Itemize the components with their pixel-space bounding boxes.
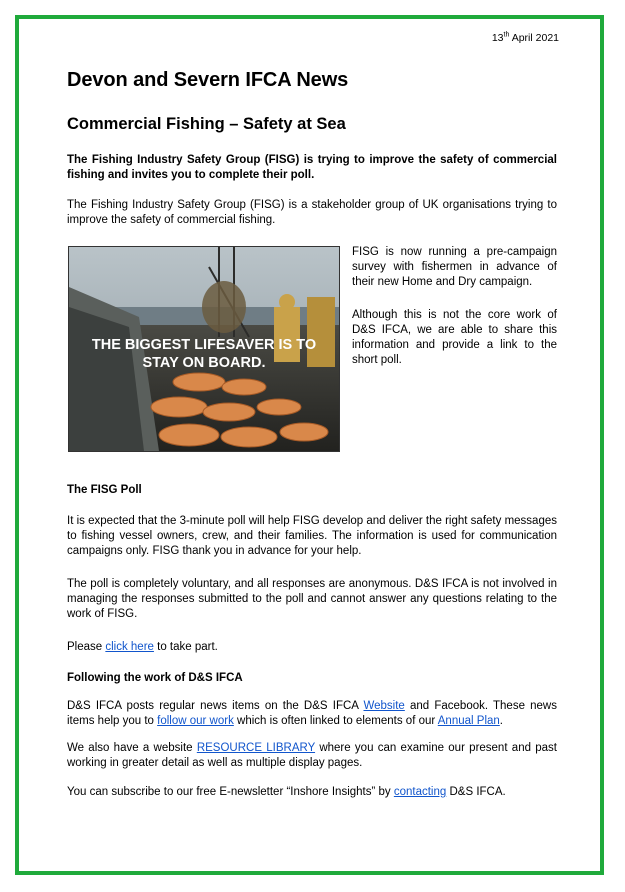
page-title: Devon and Severn IFCA News: [67, 69, 349, 91]
photo-caption-line1: THE BIGGEST LIFESAVER IS TO: [91, 337, 317, 353]
side-paragraph-2: Although this is not the core work of D&S IFCA, we are able to share this information and provide a link to the short poll.: [352, 309, 557, 366]
poll-heading: The FISG Poll: [67, 484, 142, 496]
click-here-link[interactable]: click here: [105, 641, 154, 653]
photo-caption-line2: STAY ON BOARD.: [142, 355, 266, 371]
following-paragraph-2: We also have a website RESOURCE LIBRARY where you can examine our present and past working in greater detail as well as multiple display pages.: [67, 742, 557, 769]
poll-paragraph-1: It is expected that the 3-minute poll will help FISG develop and deliver the right safety messages to fishing vessel owners, crew, and their families. The information is used for communication campaigns only. FISG thank you in advance for your help.: [67, 515, 557, 557]
campaign-photo: [68, 246, 340, 452]
website-link[interactable]: Website: [363, 700, 405, 712]
side-paragraph-1: FISG is now running a pre-campaign survey with fishermen in advance of their new Home and Dry campaign.: [352, 246, 557, 288]
annual-plan-link[interactable]: Annual Plan: [437, 715, 500, 727]
following-paragraph-3: You can subscribe to our free E-newsletter “Inshore Insights” by contacting D&S IFCA.: [67, 786, 506, 798]
following-heading: Following the work of D&S IFCA: [67, 672, 243, 684]
poll-paragraph-2: The poll is completely voluntary, and all responses are anonymous. D&S IFCA is not involved in managing the responses submitted to the poll and cannot answer any questions relating to the work of FISG.: [67, 578, 557, 620]
intro-paragraph: The Fishing Industry Safety Group (FISG) is a stakeholder group of UK organisations trying to improve the safety of commercial fishing.: [67, 199, 557, 226]
follow-our-work-link[interactable]: follow our work: [157, 715, 234, 727]
article-title: Commercial Fishing – Safety at Sea: [67, 115, 346, 133]
contacting-link[interactable]: contacting: [393, 786, 447, 798]
following-paragraph-1: D&S IFCA posts regular news items on the D&S IFCA Website and Facebook. These news items help you to follow our work which is often linked to elements of our Annual Plan.: [67, 700, 557, 727]
resource-library-link[interactable]: RESOURCE LIBRARY: [196, 742, 316, 754]
lead-paragraph: The Fishing Industry Safety Group (FISG) is trying to improve the safety of commercial fishing and invites you to complete their poll.: [67, 154, 557, 181]
poll-call-to-action: Please click here to take part.: [67, 641, 218, 653]
publication-date: 13th April 2021: [491, 31, 559, 44]
